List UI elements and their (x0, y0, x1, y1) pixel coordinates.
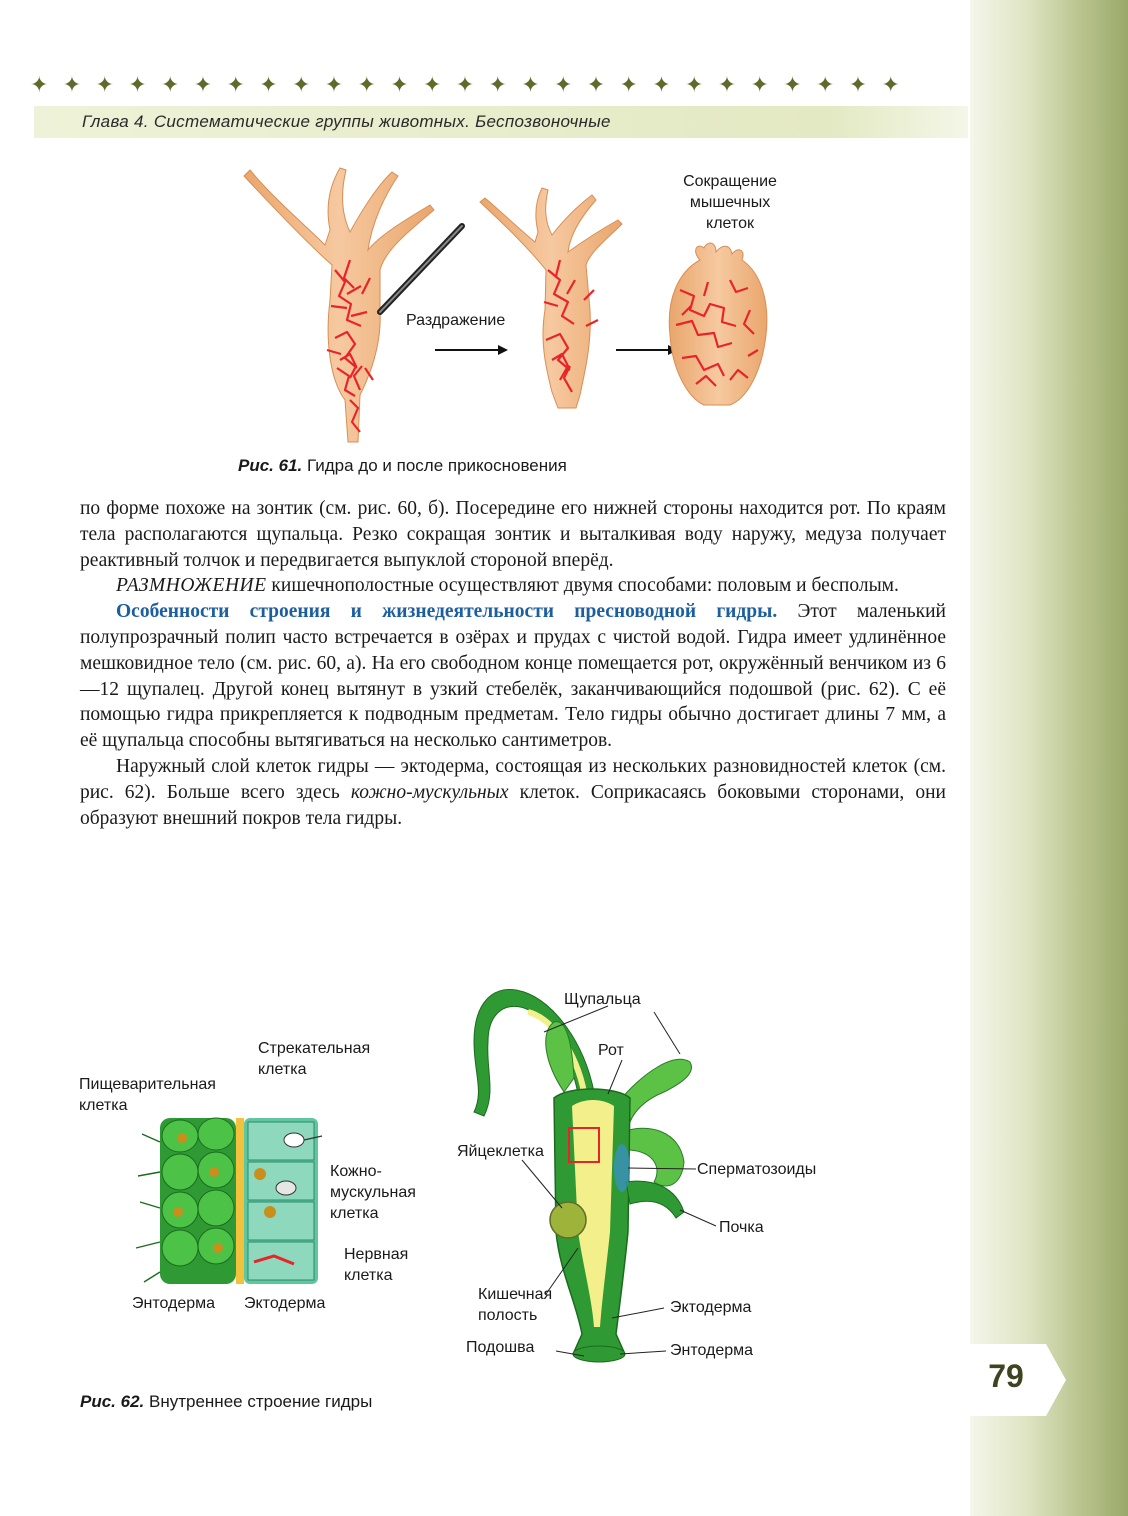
label-mouth: Рот (598, 1042, 624, 1059)
bat-icon: ✦ (324, 72, 344, 98)
label-stimulus: Раздражение (406, 312, 506, 329)
mesoglea (236, 1118, 244, 1284)
arrow-2 (616, 345, 678, 355)
label-digestive-cell: Пищеварительная клетка (79, 1076, 216, 1114)
paragraph-2: РАЗМНОЖЕНИЕ кишечнополостные осуществляют двумя способами: половым и бесполым. (116, 575, 899, 597)
animal-silhouette-strip (30, 70, 900, 100)
label-stinging-cell: Стрекательная клетка (258, 1040, 371, 1078)
label-ectoderm-left: Эктодерма (244, 1295, 326, 1312)
bird-icon: ✦ (816, 72, 835, 98)
label-endoderm-right: Энтодерма (670, 1342, 754, 1359)
paragraph-1: по форме похоже на зонтик (см. рис. 60, б). Посередине его нижней стороны находится рот. По краям тела располагаются щупальца. Резко сокращая зонтик и выталкивая воду наружу, медуза получает реактивный толчок и передвигается выпуклой стороной вперёд. (80, 498, 946, 571)
butterfly-icon: ✦ (554, 72, 573, 98)
paragraph-3: Особенности строения и жизнедеятельности пресноводной гидры. Этот маленький полупрозрачный полип часто встречается в озёрах и прудах с чистой водой. Гидра имеет удлинённое мешковидное тело (см. рис. 60, а). На его свободном конце помещается рот, окружённый венчиком из 6—12 щупалец. Другой конец вытянут в узкий стебелёк, заканчивающийся подошвой (рис. 62). С её помощью гидра прикрепляется к подводным предметам. Тело гидры обычно достигает длины 7 мм, а её щупальца способны вытягиваться на несколько сантиметров. (80, 601, 946, 752)
hydra-contracted (669, 243, 767, 405)
label-tentacles: Щупальца (564, 991, 641, 1008)
label-nerve-cell: Нервная клетка (344, 1246, 409, 1284)
hydra-before-touch (244, 168, 434, 442)
label-skin-muscle-cell: Кожно- мускульная клетка (330, 1163, 416, 1222)
bull-icon: ✦ (193, 72, 213, 98)
deer-icon: ✦ (881, 72, 900, 98)
scorpion-icon: ✦ (259, 72, 278, 98)
label-sole: Подошва (466, 1339, 535, 1356)
cell-layer-illustration (130, 1112, 340, 1292)
scorpion-icon: ✦ (652, 72, 671, 98)
label-egg: Яйцеклетка (457, 1143, 544, 1160)
term-reproduction: РАЗМНОЖЕНИЕ (116, 575, 267, 597)
bird-icon: ✦ (30, 72, 49, 98)
endoderm-cells (136, 1118, 236, 1284)
deer-icon: ✦ (488, 72, 507, 98)
label-endoderm-left: Энтодерма (132, 1295, 216, 1312)
page-number: 79 (988, 1358, 1024, 1394)
butterfly-icon: ✦ (161, 72, 180, 98)
elephant-icon: ✦ (292, 72, 311, 98)
chapter-title: Глава 4. Систематические группы животных. Беспозвоночные (82, 112, 611, 131)
label-bud: Почка (719, 1219, 764, 1236)
arrow-1 (435, 345, 508, 355)
fish-icon: ✦ (62, 72, 82, 98)
label-gut: Кишечная полость (478, 1286, 553, 1324)
snail-icon: ✦ (750, 72, 769, 98)
kangaroo-icon: ✦ (619, 72, 638, 98)
paragraph-4: Наружный слой клеток гидры — эктодерма, состоящая из нескольких разновидностей клеток (см. рис. 62). Больше всего здесь кожно-мускульных клеток. Соприкасаясь боковыми сторонами, они образуют внешний покров тела гидры. (80, 755, 946, 829)
frog-icon: ✦ (128, 72, 147, 98)
bull-icon: ✦ (586, 72, 606, 98)
deer-icon: ✦ (95, 72, 114, 98)
figure-62-caption: Рис. 62. Внутреннее строение гидры (80, 1392, 373, 1411)
hydra-stimulated (480, 188, 622, 408)
side-decoration-band (970, 0, 1128, 1516)
frog-icon: ✦ (521, 72, 540, 98)
snail-icon: ✦ (357, 72, 376, 98)
label-ectoderm-right: Эктодерма (670, 1299, 752, 1316)
section-heading: Особенности строения и жизнедеятельности пресноводной гидры. (116, 601, 778, 623)
fish-icon: ✦ (455, 72, 475, 98)
elephant-icon: ✦ (685, 72, 704, 98)
figure-61-caption: Рис. 61. Гидра до и после прикосновения (238, 456, 567, 475)
horse-icon: ✦ (390, 72, 409, 98)
bat-icon: ✦ (717, 72, 737, 98)
horse-icon: ✦ (783, 72, 802, 98)
kangaroo-icon: ✦ (226, 72, 245, 98)
bird-icon: ✦ (423, 72, 442, 98)
body-text (80, 496, 946, 831)
ectoderm-cells (244, 1118, 322, 1284)
label-contraction: Сокращение мышечных клеток (683, 173, 777, 232)
label-sperm: Сперматозоиды (697, 1161, 817, 1178)
fish-icon: ✦ (848, 72, 868, 98)
